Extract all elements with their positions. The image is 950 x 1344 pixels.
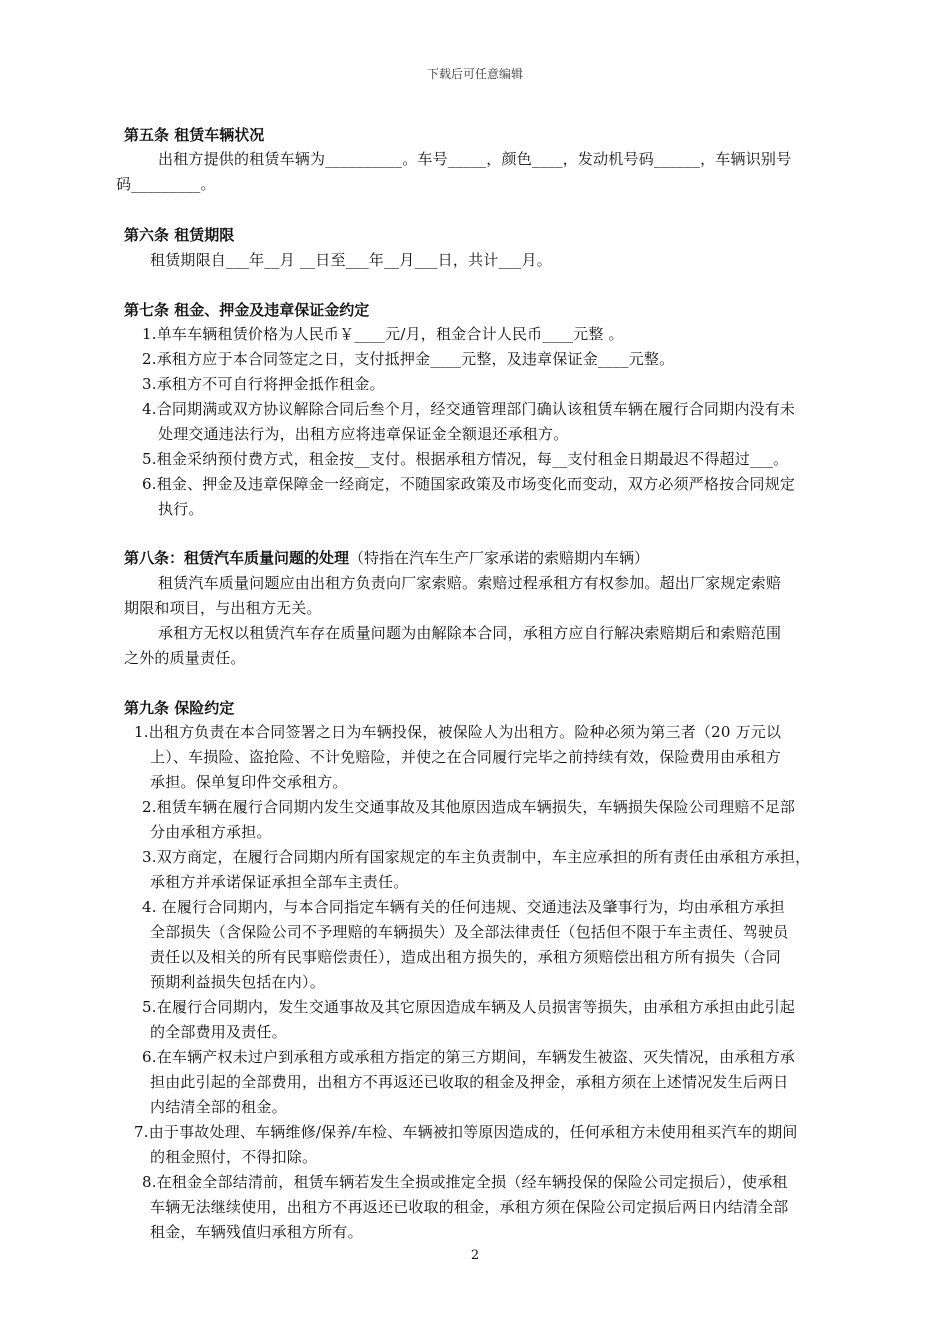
body-text-line [142, 1171, 788, 1192]
line-text: 租赁汽车质量问题应由出租方负责向厂家索赔。索赔过程承租方有权参加。超出厂家规定索赔 [158, 574, 782, 592]
body-text-line [150, 821, 272, 842]
line-text: 全部损失（含保险公司不予理赔的车辆损失）及全部法律责任（包括但不限于车主责任、驾驶员 [150, 923, 789, 941]
line-text: 7.由于事故处理、车辆维修/保养/车检、车辆被扣等原因造成的，任何承租方未使用租买汽车的期间 [134, 1123, 798, 1141]
section-heading [124, 224, 234, 245]
heading-note: （特指在汽车生产厂家承诺的索赔期内车辆） [349, 549, 650, 567]
body-text-line [150, 1021, 287, 1042]
body-text-line [142, 473, 795, 494]
page-number: 2 [470, 1248, 480, 1263]
line-text: 1.出租方负责在本合同签署之日为车辆投保，被保险人为出租方。险种必须为第三者（20 万元以 [134, 723, 782, 741]
line-text: 车辆无法继续使用，出租方不再返还已收取的租金，承租方须在保险公司定损后两日内结清全部 [150, 1198, 789, 1216]
line-text: 的租金照付，不得扣除。 [150, 1148, 318, 1166]
body-text-line [150, 946, 781, 967]
body-text-line [150, 921, 788, 942]
body-text-line [150, 1196, 788, 1217]
section-heading [124, 547, 649, 568]
body-text-line [142, 323, 624, 344]
line-text: 执行。 [158, 500, 204, 518]
heading-text: 第七条 租金、押金及违章保证金约定 [124, 301, 370, 319]
heading-text: 第六条 租赁期限 [124, 226, 235, 244]
section-heading [124, 299, 369, 320]
line-text: 期限和项目，与出租方无关。 [124, 599, 322, 617]
body-text-line [124, 647, 246, 668]
heading-text: 第五条 租赁车辆状况 [124, 126, 265, 144]
section-heading [124, 697, 234, 718]
body-text-line [150, 1096, 287, 1117]
body-text-line [142, 348, 674, 369]
body-text-line [150, 1146, 317, 1167]
line-text: 承担。保单复印件交承租方。 [150, 773, 348, 791]
section-heading [124, 124, 264, 145]
line-text: 之外的质量责任。 [124, 649, 246, 667]
line-text: 4. 在履行合同期内，与本合同指定车辆有关的任何违规、交通违法及肇事行为，均由承租方承担 [142, 898, 785, 916]
body-text-line [158, 498, 204, 519]
body-text-line [158, 622, 781, 643]
body-text-line [150, 771, 348, 792]
line-text: 8.在租金全部结清前，租赁车辆若发生全损或推定全损（经车辆投保的保险公司定损后），使承租 [142, 1173, 788, 1191]
body-text-line [150, 871, 408, 892]
line-text: 出租方提供的租赁车辆为__________。车号_____，颜色____，发动机号码______，车辆识别号 [158, 150, 792, 168]
body-text-line [142, 896, 785, 917]
body-text-line [150, 746, 781, 767]
body-text-line [150, 249, 552, 270]
line-text: 4.合同期满或双方协议解除合同后叁个月，经交通管理部门确认该租赁车辆在履行合同期内没有未 [142, 400, 796, 418]
body-text-line [142, 996, 795, 1017]
line-text: 2.承租方应于本合同签定之日，支付抵押金____元整，及违章保证金____元整。 [142, 350, 675, 368]
body-text-line [124, 597, 322, 618]
line-text: 3.双方商定，在履行合同期内所有国家规定的车主负责制中，车主应承担的所有责任由承租方承担， [142, 848, 811, 866]
line-text: 处理交通违法行为，出租方应将违章保证金全额退还承租方。 [158, 425, 569, 443]
line-text: 担由此引起的全部费用，出租方不再返还已收取的租金及押金，承租方须在上述情况发生后两日 [150, 1073, 789, 1091]
line-text: 内结清全部的租金。 [150, 1098, 287, 1116]
line-text: 承租方无权以租赁汽车存在质量问题为由解除本合同，承租方应自行解决索赔期后和索赔范围 [158, 624, 782, 642]
line-text: 5.租金采纳预付费方式，租金按__支付。根据承租方情况，每__支付租金日期最迟不得超过___。 [142, 450, 789, 468]
line-text: 5.在履行合同期内，发生交通事故及其它原因造成车辆及人员损害等损失，由承租方承担由此引起 [142, 998, 796, 1016]
line-text: 责任以及相关的所有民事赔偿责任），造成出租方损失的，承租方须赔偿出租方所有损失（合同 [150, 948, 781, 966]
body-text-line [134, 1121, 798, 1142]
line-text: 的全部费用及责任。 [150, 1023, 287, 1041]
line-text: 3.承租方不可自行将押金抵作租金。 [142, 375, 385, 393]
line-text: 2.租赁车辆在履行合同期内发生交通事故及其他原因造成车辆损失，车辆损失保险公司理赔不足部 [142, 798, 796, 816]
page-header-note: 下载后可任意编辑 [426, 67, 523, 81]
line-text: 6.租金、押金及违章保障金一经商定，不随国家政策及市场变化而变动，双方必须严格按合同规定 [142, 475, 796, 493]
body-text-line [142, 1046, 795, 1067]
heading-text: 第九条 保险约定 [124, 699, 235, 717]
line-text: 预期利益损失包括在内）。 [150, 973, 325, 991]
body-text-line [142, 846, 810, 867]
body-text-line [158, 148, 791, 169]
body-text-line [142, 373, 385, 394]
body-text-line [142, 398, 795, 419]
line-text: 分由承租方承担。 [150, 823, 272, 841]
line-text: 租金，车辆残值归承租方所有。 [150, 1223, 363, 1241]
body-text-line [142, 448, 788, 469]
body-text-line [116, 173, 216, 194]
line-text: 租赁期限自___年__月 __日至___年__月___日，共计___月。 [150, 251, 552, 269]
body-text-line [158, 423, 568, 444]
line-text: 码_________。 [116, 175, 216, 193]
body-text-line [142, 796, 795, 817]
line-text: 6.在车辆产权未过户到承租方或承租方指定的第三方期间，车辆发生被盗、灭失情况，由承租方承 [142, 1048, 796, 1066]
heading-text: 第八条：租赁汽车质量问题的处理 [124, 549, 350, 567]
body-text-line [150, 971, 325, 992]
body-text-line [150, 1071, 788, 1092]
body-text-line [134, 721, 781, 742]
line-text: 1.单车车辆租赁价格为人民币￥____元/月，租金合计人民币____元整 。 [142, 325, 624, 343]
body-text-line [158, 572, 781, 593]
line-text: 上）、车损险、盗抢险、不计免赔险，并使之在合同履行完毕之前持续有效，保险费用由承租方 [150, 748, 781, 766]
body-text-line [150, 1221, 363, 1242]
line-text: 承租方并承诺保证承担全部车主责任。 [150, 873, 409, 891]
